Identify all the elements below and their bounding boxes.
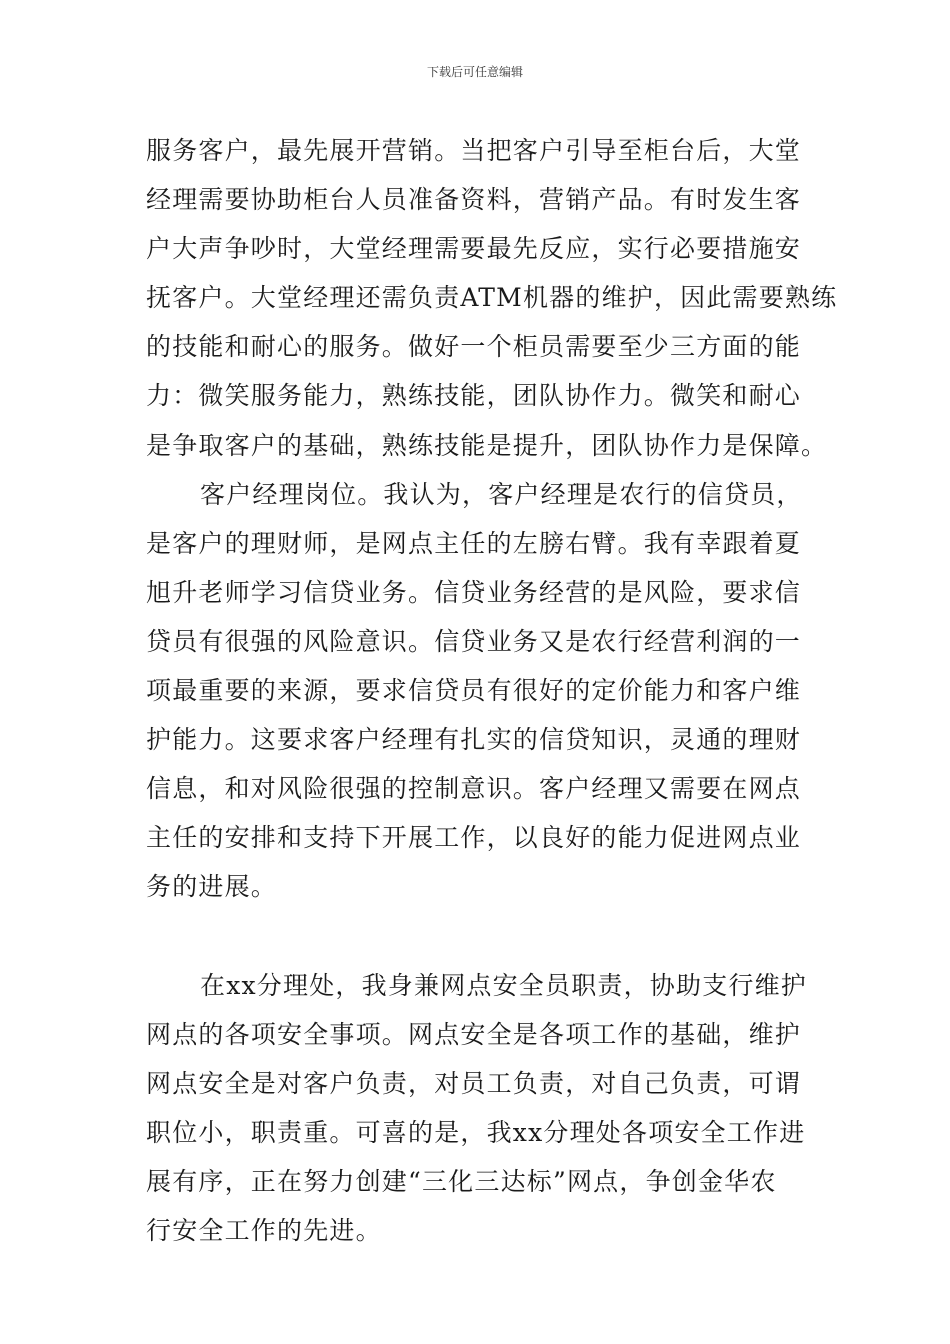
- text-line: 网点的各项安全事项。网点安全是各项工作的基础，维护: [146, 1019, 802, 1049]
- paragraph-2: [146, 470, 806, 961]
- text-line: 抚客户。大堂经理还需负责ATM机器的维护，因此需要熟练: [146, 283, 838, 313]
- text-line: 职位小，职责重。可喜的是，我xx分理处各项安全工作进: [146, 1117, 806, 1147]
- text-line: 务的进展。: [146, 872, 278, 902]
- text-line: 信息，和对风险很强的控制意识。客户经理又需要在网点: [146, 774, 802, 804]
- text-line: 客户经理岗位。我认为，客户经理是农行的信贷员，: [200, 479, 803, 509]
- text-line: 的技能和耐心的服务。做好一个柜员需要至少三方面的能: [146, 332, 802, 362]
- text-line: 主任的安排和支持下开展工作，以良好的能力促进网点业: [146, 823, 802, 853]
- text-line: 展有序，正在努力创建“三化三达标”网点，争创金华农: [146, 1166, 777, 1196]
- text-line: 是争取客户的基础，熟练技能是提升，团队协作力是保障。: [146, 430, 828, 460]
- text-line: 旭升老师学习信贷业务。信贷业务经营的是风险，要求信: [146, 577, 802, 607]
- text-line: 护能力。这要求客户经理有扎实的信贷知识，灵通的理财: [146, 725, 802, 755]
- text-line: 行安全工作的先进。: [146, 1216, 382, 1246]
- text-line: 网点安全是对客户负责，对员工负责，对自己负责，可谓: [146, 1068, 802, 1098]
- text-line: 经理需要协助柜台人员准备资料，营销产品。有时发生客: [146, 185, 802, 215]
- text-line: 在xx分理处，我身兼网点安全员职责，协助支行维护: [200, 970, 808, 1000]
- text-line: 贷员有很强的风险意识。信贷业务又是农行经营利润的一: [146, 626, 802, 656]
- text-line: 是客户的理财师，是网点主任的左膀右臂。我有幸跟着夏: [146, 528, 802, 558]
- text-line: 服务客户，最先展开营销。当把客户引导至柜台后，大堂: [146, 136, 802, 165]
- text-line: 项最重要的来源，要求信贷员有很好的定价能力和客户维: [146, 676, 802, 706]
- paragraph-3: [146, 961, 806, 1256]
- text-line: 户大声争吵时，大堂经理需要最先反应，实行必要措施安: [146, 234, 802, 264]
- text-line: 力：微笑服务能力，熟练技能，团队协作力。微笑和耐心: [146, 381, 802, 411]
- paragraph-1: [146, 126, 838, 470]
- text-line: [146, 912, 806, 961]
- document-body: [146, 126, 838, 1255]
- page-header: 下载后可任意编辑: [426, 65, 523, 79]
